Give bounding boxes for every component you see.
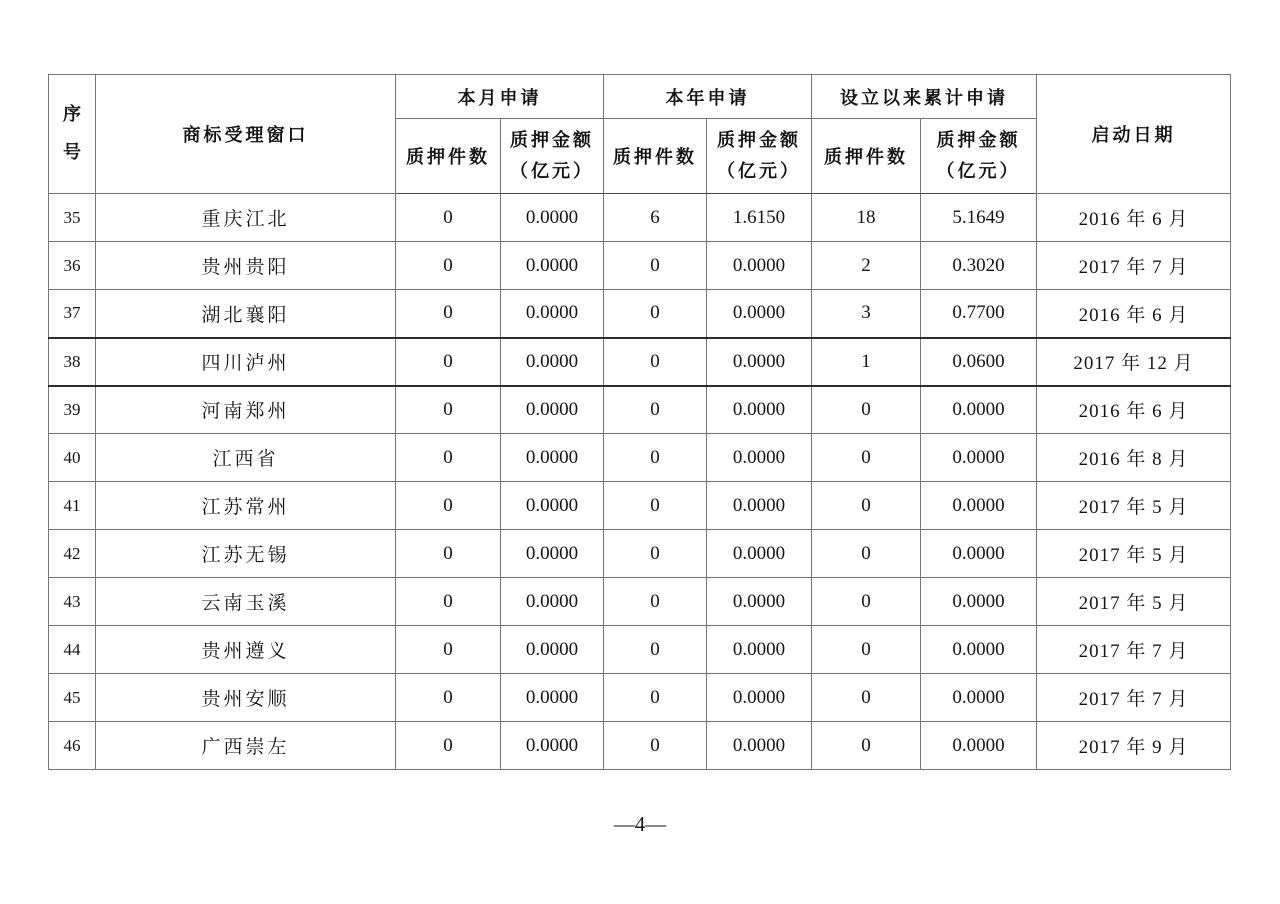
cell-start-date: 2016 年 6 月	[1037, 386, 1231, 434]
cell-year-count: 0	[604, 434, 707, 482]
cell-month-count: 0	[396, 530, 501, 578]
cell-month-count: 0	[396, 386, 501, 434]
header-group-month: 本月申请	[396, 75, 604, 119]
cell-window-name: 贵州遵义	[96, 626, 396, 674]
cell-month-count: 0	[396, 578, 501, 626]
cell-serial-number: 39	[49, 386, 96, 434]
cell-month-count: 0	[396, 482, 501, 530]
cell-start-date: 2017 年 5 月	[1037, 482, 1231, 530]
cell-serial-number: 44	[49, 626, 96, 674]
cell-cumulative-count: 0	[812, 482, 921, 530]
cell-year-amount: 0.0000	[707, 290, 812, 338]
cell-cumulative-count: 0	[812, 386, 921, 434]
cell-window-name: 江西省	[96, 434, 396, 482]
cell-month-amount: 0.0000	[501, 674, 604, 722]
cell-year-amount: 0.0000	[707, 530, 812, 578]
cell-start-date: 2017 年 5 月	[1037, 578, 1231, 626]
cell-year-amount: 1.6150	[707, 194, 812, 242]
cell-window-name: 重庆江北	[96, 194, 396, 242]
header-group-row	[49, 75, 1231, 119]
cell-year-count: 0	[604, 530, 707, 578]
cell-serial-number: 42	[49, 530, 96, 578]
cell-start-date: 2017 年 5 月	[1037, 530, 1231, 578]
cell-cumulative-amount: 0.0000	[921, 530, 1037, 578]
header-serial-number	[49, 75, 96, 194]
header-cumulative-amount-line1: 质押金额	[936, 129, 1021, 150]
cell-year-count: 0	[604, 338, 707, 386]
cell-serial-number: 45	[49, 674, 96, 722]
cell-month-amount: 0.0000	[501, 242, 604, 290]
table-row	[49, 674, 1231, 722]
table-row	[49, 626, 1231, 674]
cell-month-amount: 0.0000	[501, 386, 604, 434]
cell-cumulative-count: 0	[812, 674, 921, 722]
pledge-report-table	[48, 74, 1231, 770]
cell-year-count: 6	[604, 194, 707, 242]
table-row	[49, 434, 1231, 482]
cell-cumulative-count: 0	[812, 626, 921, 674]
cell-year-amount: 0.0000	[707, 434, 812, 482]
cell-cumulative-amount: 0.0000	[921, 482, 1037, 530]
cell-year-amount: 0.0000	[707, 626, 812, 674]
table-row	[49, 722, 1231, 770]
cell-month-amount: 0.0000	[501, 482, 604, 530]
cell-serial-number: 46	[49, 722, 96, 770]
page-number: —4—	[613, 812, 667, 836]
cell-year-count: 0	[604, 290, 707, 338]
header-month-amount	[501, 119, 604, 194]
header-month-amount-line2: （亿元）	[510, 161, 594, 181]
cell-year-count: 0	[604, 578, 707, 626]
cell-cumulative-count: 0	[812, 578, 921, 626]
cell-month-amount: 0.0000	[501, 722, 604, 770]
header-year-count: 质押件数	[604, 119, 707, 194]
cell-cumulative-amount: 0.0000	[921, 434, 1037, 482]
cell-serial-number: 36	[49, 242, 96, 290]
cell-year-amount: 0.0000	[707, 386, 812, 434]
cell-window-name: 贵州贵阳	[96, 242, 396, 290]
cell-year-count: 0	[604, 674, 707, 722]
cell-start-date: 2016 年 8 月	[1037, 434, 1231, 482]
header-year-amount	[707, 119, 812, 194]
cell-start-date: 2017 年 7 月	[1037, 674, 1231, 722]
cell-month-count: 0	[396, 722, 501, 770]
cell-start-date: 2017 年 9 月	[1037, 722, 1231, 770]
cell-cumulative-amount: 0.0000	[921, 674, 1037, 722]
header-cumulative-count: 质押件数	[812, 119, 921, 194]
cell-serial-number: 41	[49, 482, 96, 530]
cell-month-amount: 0.0000	[501, 530, 604, 578]
cell-cumulative-amount: 0.0000	[921, 722, 1037, 770]
cell-cumulative-amount: 0.7700	[921, 290, 1037, 338]
cell-window-name: 云南玉溪	[96, 578, 396, 626]
cell-window-name: 贵州安顺	[96, 674, 396, 722]
header-month-amount-line1: 质押金额	[510, 129, 594, 150]
table-row	[49, 338, 1231, 386]
cell-cumulative-count: 18	[812, 194, 921, 242]
cell-month-count: 0	[396, 434, 501, 482]
table-row	[49, 578, 1231, 626]
table-row	[49, 242, 1231, 290]
cell-cumulative-amount: 0.3020	[921, 242, 1037, 290]
cell-start-date: 2016 年 6 月	[1037, 194, 1231, 242]
cell-month-count: 0	[396, 674, 501, 722]
header-cumulative-amount	[921, 119, 1037, 194]
cell-year-count: 0	[604, 242, 707, 290]
cell-month-count: 0	[396, 626, 501, 674]
cell-serial-number: 35	[49, 194, 96, 242]
header-month-count: 质押件数	[396, 119, 501, 194]
table-body	[49, 194, 1231, 770]
cell-year-amount: 0.0000	[707, 482, 812, 530]
cell-window-name: 江苏常州	[96, 482, 396, 530]
cell-month-count: 0	[396, 290, 501, 338]
cell-month-amount: 0.0000	[501, 290, 604, 338]
header-year-amount-line2: （亿元）	[717, 161, 801, 181]
cell-year-count: 0	[604, 626, 707, 674]
cell-month-amount: 0.0000	[501, 338, 604, 386]
cell-start-date: 2017 年 7 月	[1037, 626, 1231, 674]
cell-month-count: 0	[396, 242, 501, 290]
cell-year-count: 0	[604, 482, 707, 530]
cell-serial-number: 43	[49, 578, 96, 626]
table-row	[49, 194, 1231, 242]
header-start-date: 启动日期	[1037, 75, 1231, 194]
cell-window-name: 江苏无锡	[96, 530, 396, 578]
cell-window-name: 四川泸州	[96, 338, 396, 386]
cell-window-name: 广西崇左	[96, 722, 396, 770]
table-row	[49, 386, 1231, 434]
table-header	[49, 75, 1231, 194]
cell-year-amount: 0.0000	[707, 578, 812, 626]
table-row	[49, 482, 1231, 530]
table-row	[49, 530, 1231, 578]
cell-cumulative-amount: 0.0000	[921, 578, 1037, 626]
cell-start-date: 2017 年 7 月	[1037, 242, 1231, 290]
cell-month-amount: 0.0000	[501, 578, 604, 626]
cell-cumulative-amount: 5.1649	[921, 194, 1037, 242]
cell-cumulative-amount: 0.0600	[921, 338, 1037, 386]
cell-serial-number: 37	[49, 290, 96, 338]
cell-cumulative-count: 0	[812, 722, 921, 770]
cell-window-name: 湖北襄阳	[96, 290, 396, 338]
cell-start-date: 2017 年 12 月	[1037, 338, 1231, 386]
cell-year-amount: 0.0000	[707, 722, 812, 770]
cell-start-date: 2016 年 6 月	[1037, 290, 1231, 338]
cell-serial-number: 40	[49, 434, 96, 482]
cell-month-amount: 0.0000	[501, 626, 604, 674]
cell-cumulative-count: 1	[812, 338, 921, 386]
cell-cumulative-count: 2	[812, 242, 921, 290]
cell-year-amount: 0.0000	[707, 242, 812, 290]
cell-cumulative-amount: 0.0000	[921, 386, 1037, 434]
cell-cumulative-count: 3	[812, 290, 921, 338]
cell-year-count: 0	[604, 386, 707, 434]
cell-month-amount: 0.0000	[501, 194, 604, 242]
cell-window-name: 河南郑州	[96, 386, 396, 434]
cell-cumulative-count: 0	[812, 434, 921, 482]
cell-year-amount: 0.0000	[707, 674, 812, 722]
cell-month-count: 0	[396, 338, 501, 386]
header-group-cumulative: 设立以来累计申请	[812, 75, 1037, 119]
header-serial-number-label: 序号	[62, 104, 81, 162]
cell-cumulative-amount: 0.0000	[921, 626, 1037, 674]
cell-month-amount: 0.0000	[501, 434, 604, 482]
cell-year-count: 0	[604, 722, 707, 770]
table-row	[49, 290, 1231, 338]
header-cumulative-amount-line2: （亿元）	[936, 161, 1021, 181]
header-group-year: 本年申请	[604, 75, 812, 119]
header-window-name: 商标受理窗口	[96, 75, 396, 194]
cell-month-count: 0	[396, 194, 501, 242]
cell-cumulative-count: 0	[812, 530, 921, 578]
cell-year-amount: 0.0000	[707, 338, 812, 386]
header-year-amount-line1: 质押金额	[717, 129, 801, 150]
cell-serial-number: 38	[49, 338, 96, 386]
